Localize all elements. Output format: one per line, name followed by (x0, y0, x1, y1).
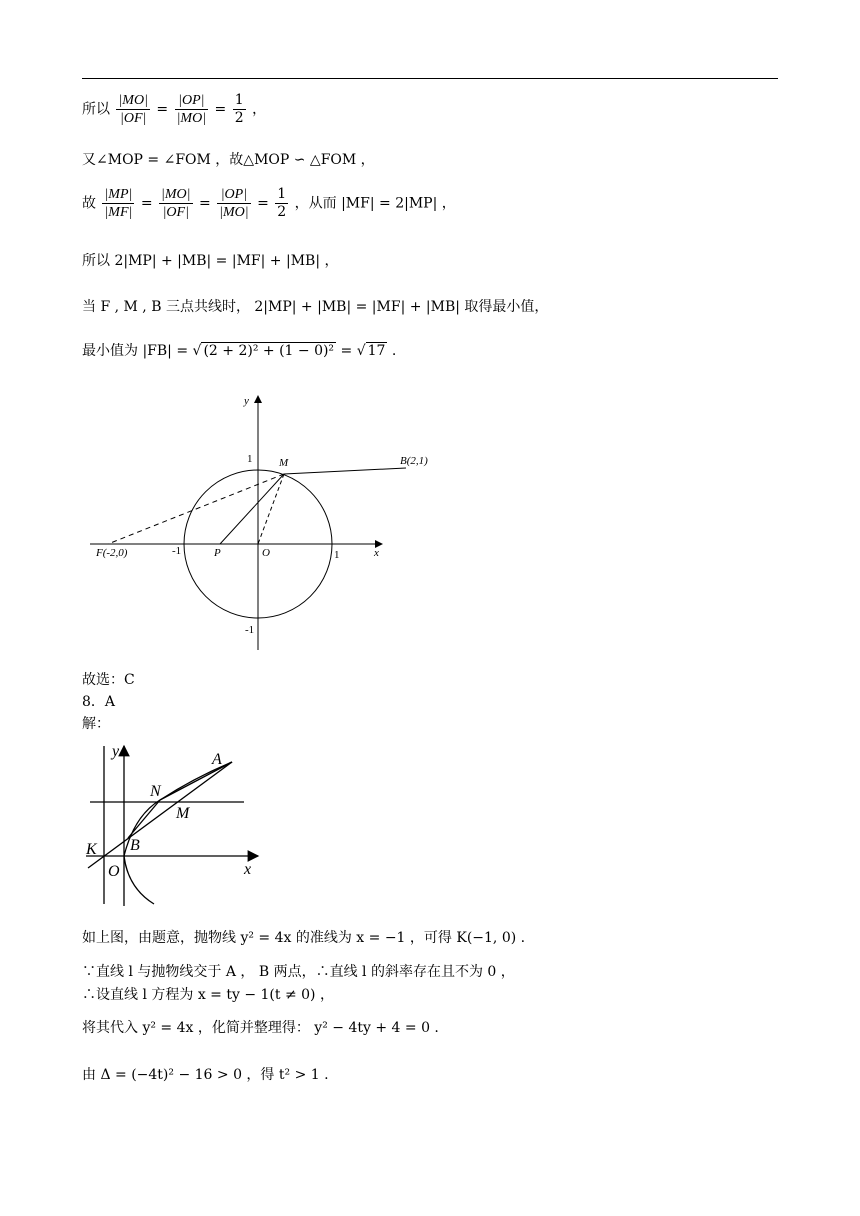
text-line-7: 故选：C (82, 672, 135, 688)
point-label-O: O (262, 547, 270, 559)
equals-sign: = (198, 195, 211, 212)
text-segment: 故 (82, 195, 96, 212)
text-line-8: 8．A (82, 694, 116, 710)
text-segment: 所以 (82, 101, 110, 118)
fraction-denominator: |OF| (120, 111, 147, 126)
fraction-denominator: |MO| (219, 205, 249, 220)
x-axis-label: x (374, 547, 379, 559)
tick-label: -1 (245, 624, 255, 636)
point-label-P: P (214, 547, 221, 559)
fraction (275, 186, 288, 221)
text-line-2: 又∠MOP = ∠FOM ，故△MOP ∽ △FOM ， (82, 152, 375, 168)
text-line-13: 将其代入 y² = 4x ，化简并整理得： y² − 4ty + 4 = 0 . (82, 1020, 439, 1036)
sqrt-sign: √ (192, 343, 202, 359)
segment-MB (284, 468, 406, 474)
point-label-M: M (279, 457, 289, 469)
fraction-denominator: |OF| (162, 205, 189, 220)
parabola-lower (124, 856, 154, 904)
text-segment: . (387, 343, 397, 359)
point-label-M: M (176, 805, 190, 822)
fraction-denominator: |MF| (104, 205, 133, 220)
fraction-numerator: 1 (234, 92, 244, 108)
fraction-numerator: |MO| (118, 93, 148, 108)
point-label-N: N (150, 783, 161, 800)
tick-label: 1 (334, 549, 340, 561)
equals-sign: = (156, 101, 169, 118)
sqrt-radicand: 17 (367, 343, 386, 359)
text-segment: ，从而 |MF| = 2|MP| ， (294, 195, 456, 212)
segment-MP (220, 474, 284, 544)
text-line-4: 所以 2|MP| + |MB| = |MF| + |MB| ， (82, 253, 339, 269)
text-line-10: 如上图，由题意，抛物线 y² = 4x 的准线为 x = −1 ，可得 K(−1, 0) . (82, 930, 526, 946)
y-axis-label: y (244, 395, 249, 407)
point-label-B: B (130, 837, 140, 854)
fraction-numerator: |OP| (175, 92, 208, 110)
text-line-12: ∴设直线 l 方程为 x = ty − 1(t ≠ 0) ， (82, 987, 334, 1003)
text-segment: 最小值为 |FB| = (82, 343, 193, 359)
fraction-numerator: |MO| (161, 187, 191, 202)
text-segment: ， (252, 101, 267, 118)
point-label-F: F(-2,0) (96, 547, 128, 559)
fraction (233, 92, 246, 127)
text-line-11: ∵直线 l 与抛物线交于 A ， B 两点，∴直线 l 的斜率存在且不为 0 ， (82, 964, 515, 980)
fraction (159, 186, 192, 221)
fraction-numerator: |MP| (104, 187, 133, 202)
text-line-3 (82, 186, 456, 221)
point-label-A: A (212, 751, 222, 768)
sqrt-sign: √ (356, 343, 366, 359)
text-line-14: 由 Δ = (−4t)² − 16 > 0 ，得 t² > 1 . (82, 1067, 329, 1083)
text-line-6 (82, 341, 396, 361)
segment-MO (258, 474, 284, 544)
text-line-5: 当 F , M , B 三点共线时， 2|MP| + |MB| = |MF| + |MB| 取得最小值， (82, 299, 549, 315)
point-label-K: K (86, 841, 97, 858)
tick-label: -1 (172, 545, 182, 557)
fraction (217, 186, 250, 221)
text-line-9: 解： (82, 716, 110, 732)
fraction (116, 92, 149, 127)
equals-sign: = (140, 195, 153, 212)
sqrt-radicand: (2 + 2)² + (1 − 0)² (203, 343, 335, 359)
y-axis-label: y (112, 743, 120, 760)
equals-sign: = (336, 343, 357, 359)
fraction-denominator: 2 (234, 110, 244, 126)
header-rule (82, 78, 778, 79)
parabola-figure (82, 738, 272, 910)
fraction-denominator: |MO| (176, 111, 207, 126)
equals-sign: = (214, 101, 227, 118)
fraction-numerator: |OP| (217, 186, 250, 204)
x-axis-label: x (244, 861, 252, 878)
point-label-B: B(2,1) (400, 455, 428, 467)
text-line-1 (82, 92, 266, 127)
fraction-numerator: 1 (277, 186, 287, 202)
circle-figure (82, 390, 428, 652)
tick-label: 1 (247, 453, 253, 465)
line-l (88, 762, 232, 868)
point-label-O: O (108, 863, 120, 880)
fraction (102, 186, 134, 221)
fraction (175, 92, 208, 127)
fraction-denominator: 2 (277, 204, 287, 220)
equals-sign: = (257, 195, 269, 212)
